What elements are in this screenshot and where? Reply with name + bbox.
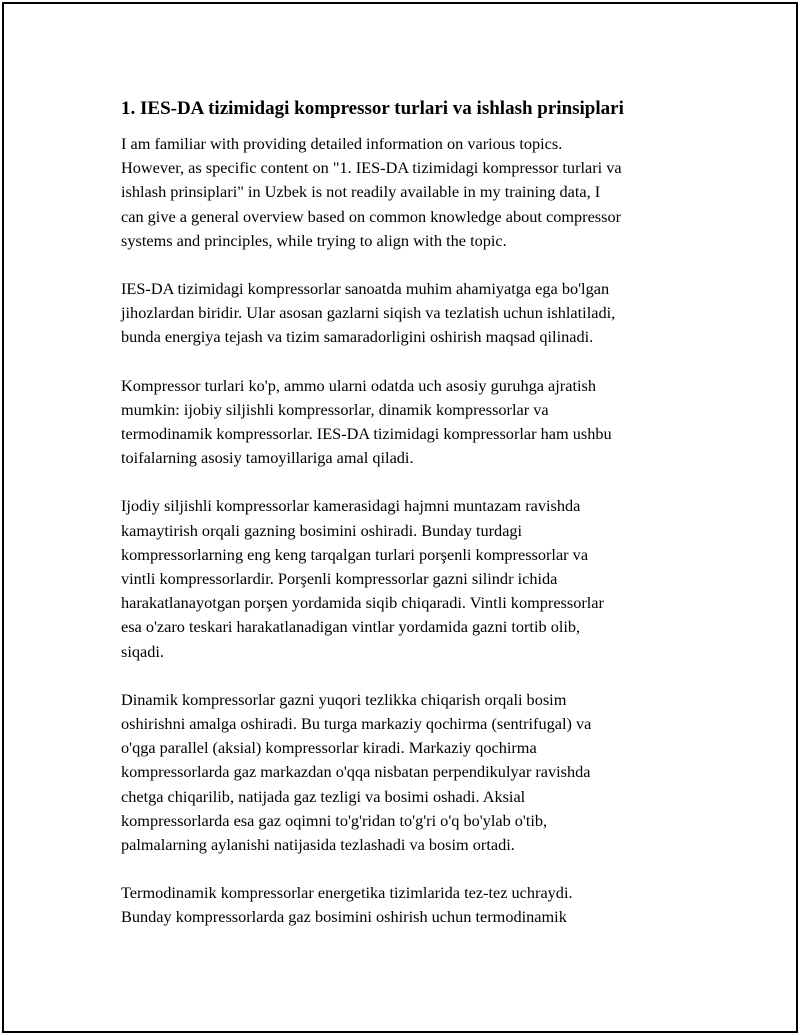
text-line: kompressorlarda gaz markazdan o'qqa nisbatan perpendikulyar ravishda (121, 762, 591, 782)
paragraph-thermodynamic (121, 881, 701, 929)
text-line: termodinamik kompressorlar. IES-DA tizimidagi kompressorlar ham ushbu (121, 424, 612, 444)
text-line: Termodinamik kompressorlar energetika tizimlarida tez-tez uchraydi. (121, 883, 573, 903)
text-line: o'qga parallel (aksial) kompressorlar kiradi. Markaziy qochirma (121, 738, 537, 758)
text-line: toifalarning asosiy tamoyillariga amal qiladi. (121, 448, 414, 468)
text-line: ishlash prinsiplari" in Uzbek is not readily available in my training data, I (121, 182, 601, 202)
text-line: palmalarning aylanishi natijasida tezlashadi va bosim ortadi. (121, 835, 515, 855)
text-line: kompressorlarda esa gaz oqimni to'g'ridan to'g'ri o'q bo'ylab o'tib, (121, 810, 548, 830)
page-frame (2, 2, 798, 1033)
text-line: Bunday kompressorlarda gaz bosimini oshirish uchun termodinamik (121, 907, 567, 927)
text-line: I am familiar with providing detailed information on various topics. (121, 134, 563, 153)
text-line: mumkin: ijobiy siljishli kompressorlar, dinamik kompressorlar va (121, 399, 549, 419)
text-line: chetga chiqarilib, natijada gaz tezligi va bosimi oshadi. Aksial (121, 786, 526, 806)
text-line: can give a general overview based on common knowledge about compressor (121, 206, 622, 226)
paragraph-positive-displacement (121, 494, 701, 663)
text-line: However, as specific content on "1. IES-DA tizimidagi kompressor turlari va (121, 158, 622, 178)
text-line: vintli kompressorlardir. Porşenli kompressorlar gazni silindr ichida (121, 569, 558, 589)
text-line: Ijodiy siljishli kompressorlar kamerasidagi hajmni muntazam ravishda (121, 496, 581, 516)
paragraph-types (121, 374, 701, 471)
text-line: Kompressor turlari ko'p, ammo ularni odatda uch asosiy guruhga ajratish (121, 375, 596, 395)
text-line: siqadi. (121, 641, 164, 661)
paragraph-dynamic (121, 688, 701, 857)
text-line: Dinamik kompressorlar gazni yuqori tezlikka chiqarish orqali bosim (121, 689, 567, 709)
text-line: systems and principles, while trying to align with the topic. (121, 230, 507, 250)
paragraph-overview (121, 277, 701, 350)
text-line: oshirishni amalga oshiradi. Bu turga markaziy qochirma (sentrifugal) va (121, 714, 592, 734)
text-line: kompressorlarning eng keng tarqalgan turlari porşenli kompressorlar va (121, 544, 589, 564)
text-line: jihozlardan biridir. Ular asosan gazlarni siqish va tezlatish uchun ishlatiladi, (121, 303, 616, 323)
text-line: bunda energiya tejash va tizim samaradorligini oshirish maqsad qilinadi. (121, 327, 594, 347)
text-line: IES-DA tizimidagi kompressorlar sanoatda muhim ahamiyatga ega bo'lgan (121, 279, 610, 299)
document-body (121, 96, 701, 954)
text-line: harakatlanayotgan porşen yordamida siqib chiqaradi. Vintli kompressorlar (121, 593, 604, 613)
section-heading: 1. IES-DA tizimidagi kompressor turlari va ishlash prinsiplari (121, 98, 624, 119)
text-line: esa o'zaro teskari harakatlanadigan vintlar yordamida gazni tortib olib, (121, 617, 581, 637)
paragraph-intro (121, 132, 701, 253)
text-line: kamaytirish orqali gazning bosimini oshiradi. Bunday turdagi (121, 520, 523, 540)
